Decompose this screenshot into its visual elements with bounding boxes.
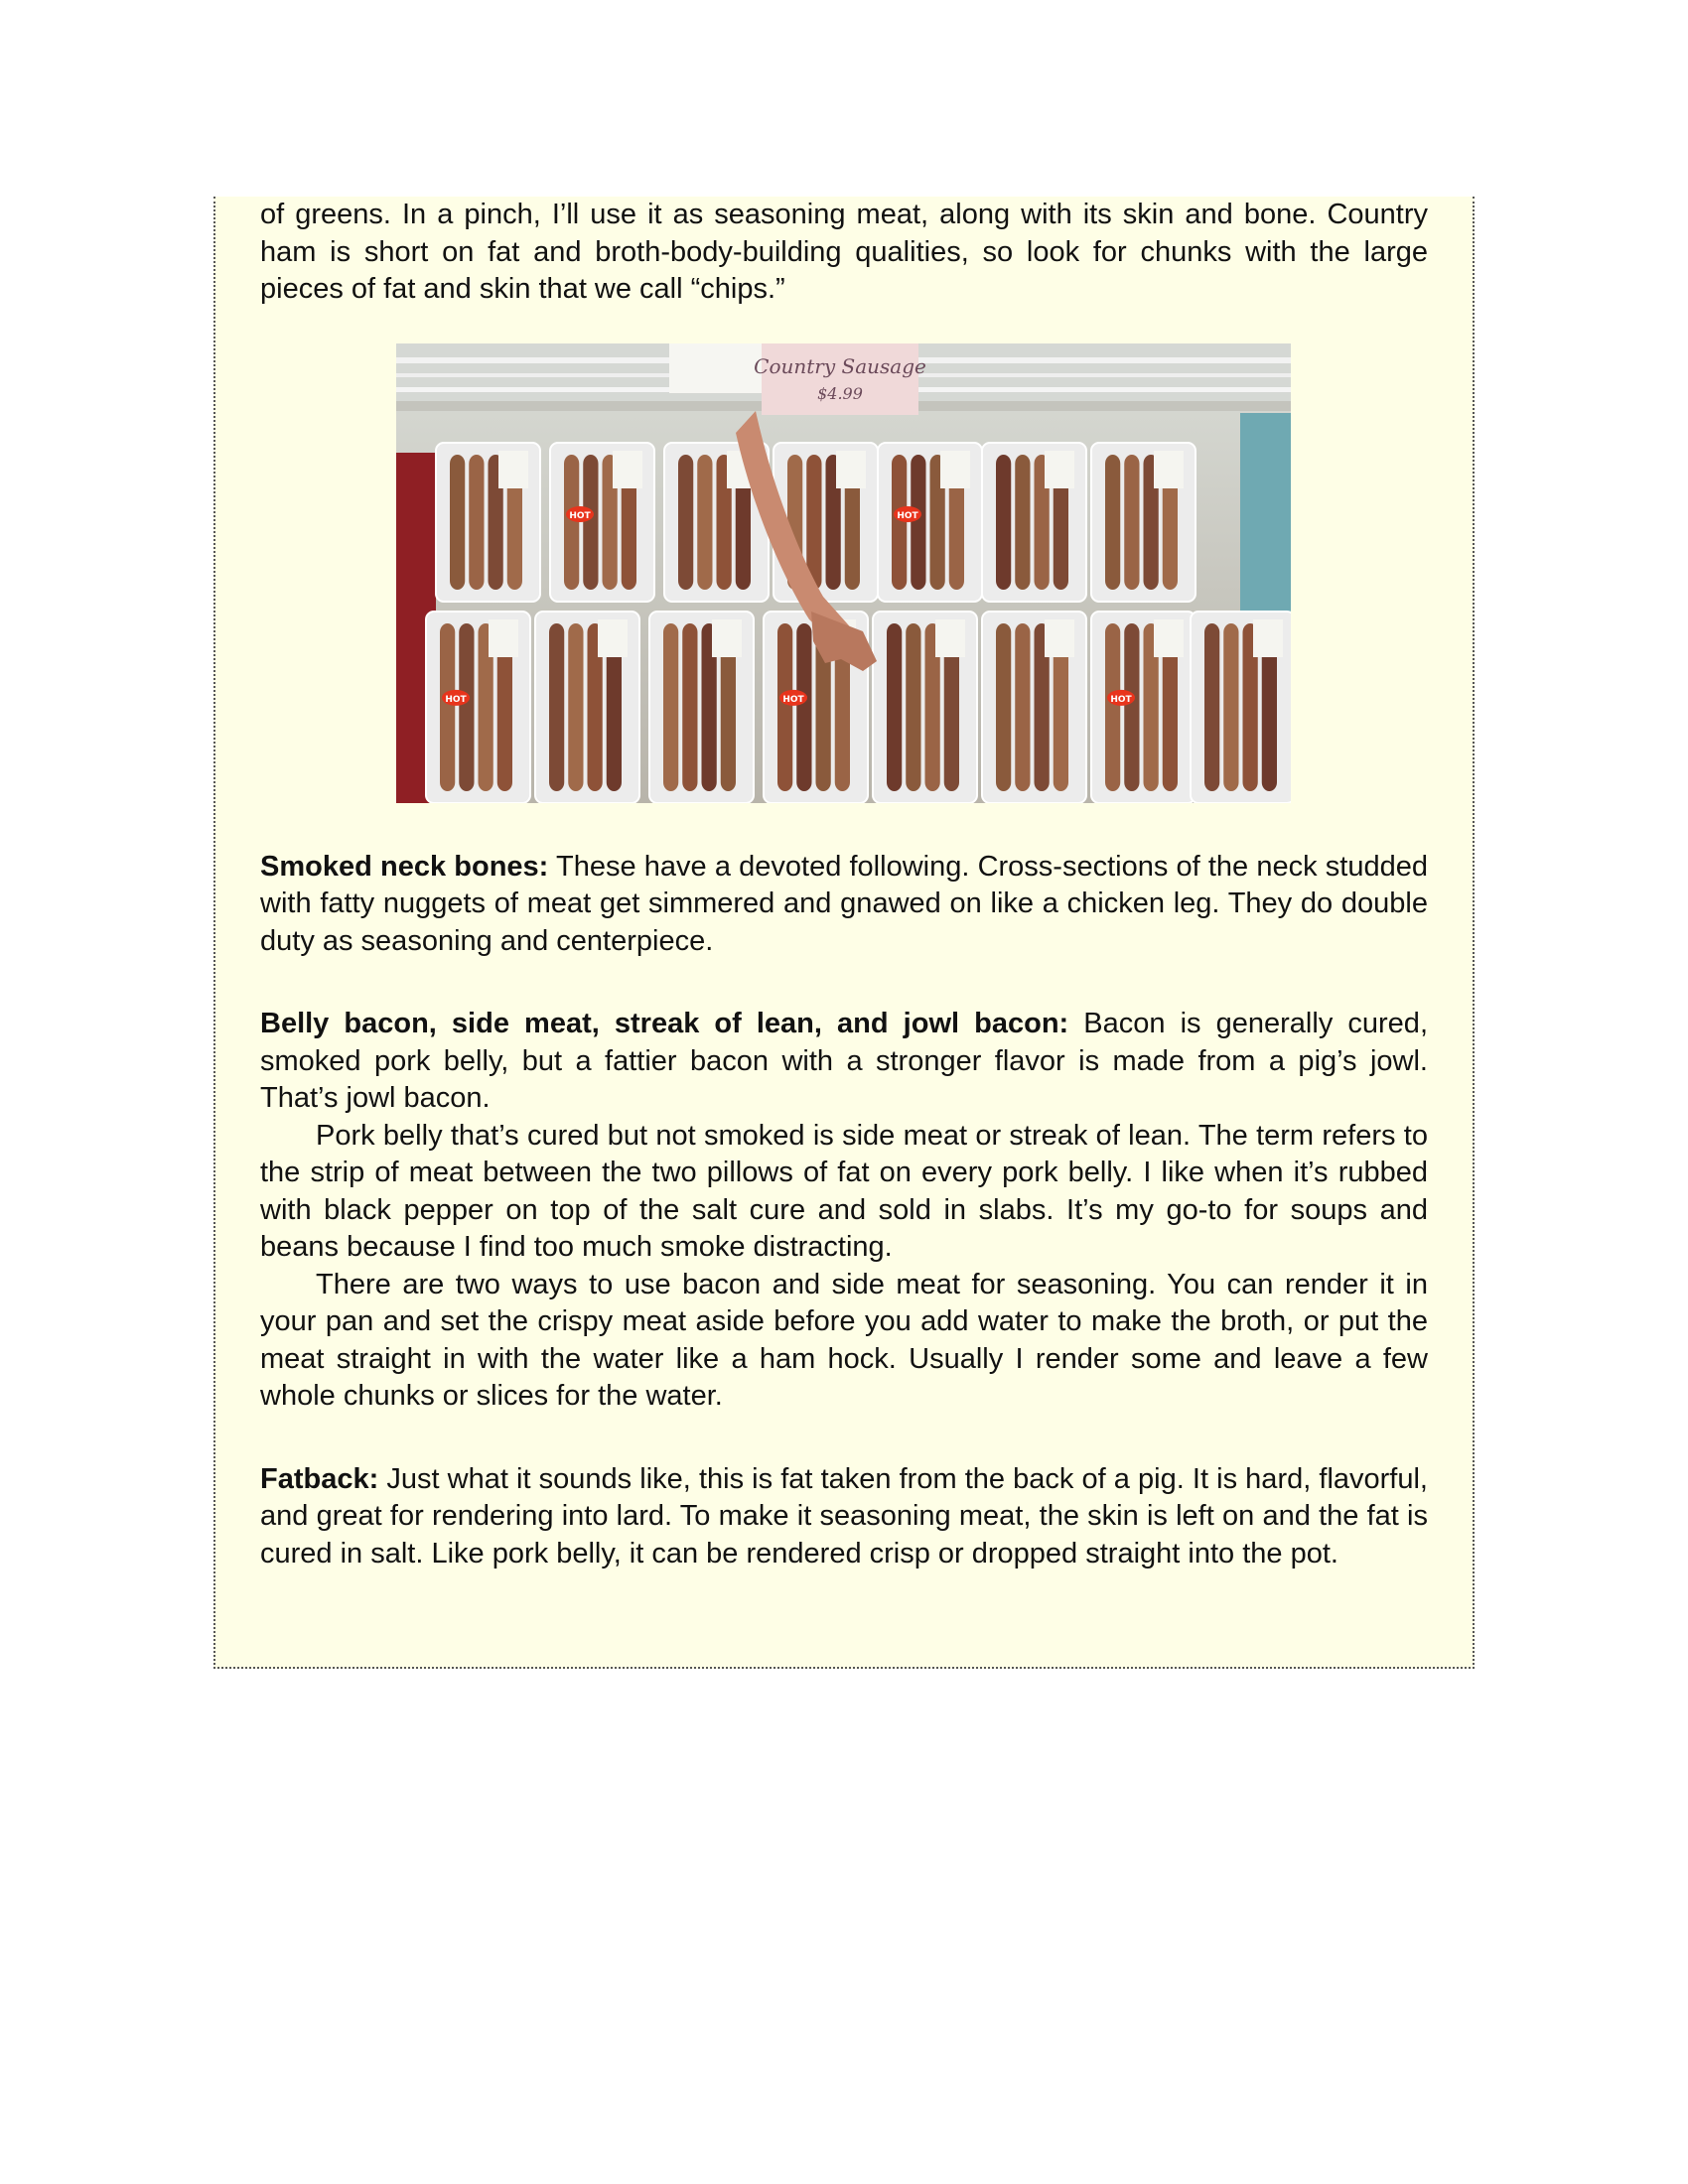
document-content bbox=[260, 197, 1428, 1572]
sausage-link bbox=[1105, 455, 1120, 590]
sausage-link bbox=[568, 623, 583, 791]
section bbox=[260, 849, 1428, 961]
sausage-link bbox=[583, 455, 598, 590]
hot-tag-text: HOT bbox=[897, 510, 918, 521]
section-text: Pork belly that’s cured but not smoked is side meat or streak of lean. The term refers to the strip of meat between the two pillows of fat on every pork belly. I like when it’s rubbed with black pepper on top of the salt cure and sold in slabs. It’s my go-to for soups and beans because I find too much smoke distracting. bbox=[260, 1119, 1428, 1263]
section-text: Just what it sounds like, this is fat taken from the back of a pig. It is hard, flavorful, and great for rendering into lard. To make it seasoning meat, the skin is left on and the fat is cured in salt. Like pork belly, it can be rendered crisp or dropped straight into the pot. bbox=[260, 1462, 1428, 1570]
tray-label bbox=[1045, 451, 1074, 488]
hot-tag-text: HOT bbox=[782, 694, 804, 705]
section-lead-term: Fatback: bbox=[260, 1462, 379, 1495]
sausage-link bbox=[996, 455, 1011, 590]
sausage-link bbox=[1105, 623, 1120, 791]
section-text: There are two ways to use bacon and side meat for seasoning. You can render it in your pan and set the crispy meat aside before you add water to make the broth, or put the meat straight in with the water like a ham hock. Usually I render some and leave a few whole chunks or slices for the water. bbox=[260, 1268, 1428, 1412]
sausage-link bbox=[450, 455, 465, 590]
tray-label bbox=[712, 619, 742, 657]
sausage-link bbox=[887, 623, 902, 791]
section bbox=[260, 1006, 1428, 1416]
price-sign-price: $4.99 bbox=[817, 383, 863, 403]
sausage-link bbox=[549, 623, 564, 791]
section-text: These have a devoted following. Cross-sections of the neck studded with fatty nuggets of meat get simmered and gnawed on like a chicken leg. They do double duty as seasoning and centerpiece. bbox=[260, 850, 1428, 957]
sausage-link bbox=[1124, 623, 1139, 791]
tray-label bbox=[1045, 619, 1074, 657]
sausage-link bbox=[697, 455, 712, 590]
sausage-link bbox=[892, 455, 907, 590]
sausage-link bbox=[469, 455, 484, 590]
section-text: Bacon is generally cured, smoked pork belly, but a fattier bacon with a stronger flavor is made from a pig’s jowl. That’s jowl bacon. bbox=[260, 1008, 1428, 1114]
tray-label bbox=[1154, 451, 1184, 488]
sausage-link bbox=[906, 623, 920, 791]
tray-label bbox=[1154, 619, 1184, 657]
tray-label bbox=[489, 619, 518, 657]
sausage-link bbox=[1015, 623, 1030, 791]
section-paragraph bbox=[260, 1461, 1428, 1573]
tray-label bbox=[498, 451, 528, 488]
tray-label bbox=[598, 619, 628, 657]
sausage-display-photo bbox=[396, 343, 1291, 803]
sausage-link bbox=[1015, 455, 1030, 590]
section-paragraph bbox=[260, 1006, 1428, 1118]
sausage-link bbox=[796, 623, 811, 791]
sausage-link bbox=[440, 623, 455, 791]
continuation-paragraph bbox=[260, 1267, 1428, 1416]
section bbox=[260, 1461, 1428, 1573]
sausage-link bbox=[911, 455, 925, 590]
tray-label bbox=[836, 451, 866, 488]
price-sign-title: Country Sausage bbox=[754, 353, 926, 378]
section-paragraph bbox=[260, 849, 1428, 961]
hot-tag-text: HOT bbox=[569, 510, 591, 521]
sausage-link bbox=[663, 623, 678, 791]
section-lead-term: Smoked neck bones: bbox=[260, 850, 549, 883]
hot-tag-text: HOT bbox=[445, 694, 467, 705]
sausage-link bbox=[1124, 455, 1139, 590]
sausage-link bbox=[777, 623, 792, 791]
sausage-link bbox=[678, 455, 693, 590]
sausage-link bbox=[564, 455, 579, 590]
sausage-link bbox=[459, 623, 474, 791]
tray-label bbox=[935, 619, 965, 657]
sausage-link bbox=[1204, 623, 1219, 791]
tray-label bbox=[613, 451, 642, 488]
tray-label bbox=[1253, 619, 1283, 657]
sausage-link bbox=[682, 623, 697, 791]
tray-label bbox=[940, 451, 970, 488]
section-lead-term: Belly bacon, side meat, streak of lean, and jowl bacon: bbox=[260, 1008, 1069, 1039]
sausage-link bbox=[996, 623, 1011, 791]
hot-tag-text: HOT bbox=[1110, 694, 1132, 705]
intro-paragraph: of greens. In a pinch, I’ll use it as seasoning meat, along with its skin and bone. Country ham is short on fat and broth-body-building qualities, so look for chunks with the large pieces of fat and skin that we call “chips.” bbox=[260, 199, 1428, 305]
continuation-paragraph bbox=[260, 1118, 1428, 1267]
sausage-link bbox=[1223, 623, 1238, 791]
